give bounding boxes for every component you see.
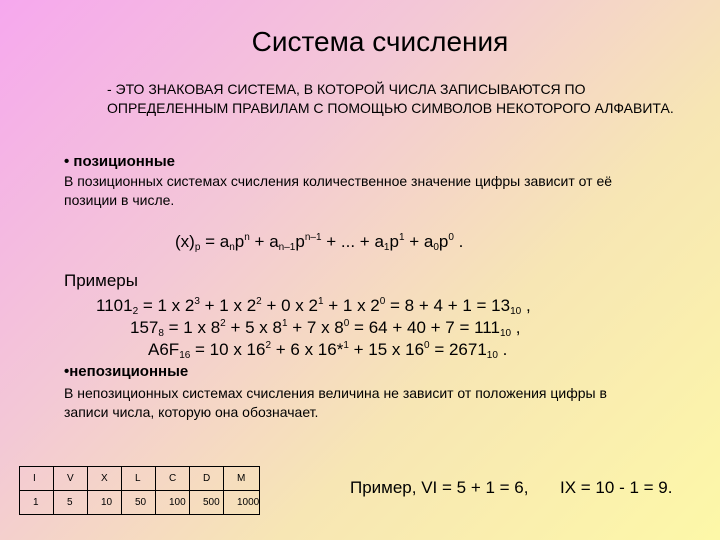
roman-value-cell: 100: [156, 491, 190, 515]
positional-description: В позиционных системах счисления количественное значение цифры зависит от её позиции в числе.: [64, 173, 613, 208]
roman-example-ix: IX = 10 - 1 = 9.: [560, 478, 673, 497]
roman-symbol-cell: C: [156, 467, 190, 491]
positional-heading: • позиционные: [64, 153, 175, 170]
roman-value-cell: 1000: [224, 491, 260, 515]
roman-value-cell: 10: [88, 491, 122, 515]
example-binary: $1101_2 = 1$ x $2^3 + 1$ x $2^2 + 0$ x $2^1 + 1$ x $2^0 = 8 + 4 + 1 = 13_{10}$ ,: [96, 296, 531, 317]
roman-symbol-cell: D: [190, 467, 224, 491]
nonpositional-description: В непозиционных системах счисления величина не зависит от положения цифры в записи числа, которую она обозначает.: [64, 385, 607, 420]
examples-label: Примеры: [64, 271, 138, 290]
roman-symbol-cell: V: [54, 467, 88, 491]
roman-value-cell: 5: [54, 491, 88, 515]
roman-value-cell: 1: [20, 491, 54, 515]
nonpositional-heading: •непозиционные: [64, 363, 189, 380]
roman-example-vi: Пример, VI = 5 + 1 = 6,: [350, 478, 529, 497]
roman-symbols-row: [20, 467, 260, 491]
example-octal: $157_8 = 1$ x $8^2 + 5$ x $8^1 + 7$ x $8^0 = 64 + 40 + 7 = 111_{10}$ ,: [130, 318, 521, 339]
slide-title: Система счисления: [251, 26, 509, 57]
definition-text: - ЭТО ЗНАКОВАЯ СИСТЕМА, В КОТОРОЙ ЧИСЛА ЗАПИСЫВАЮТСЯ ПО ОПРЕДЕЛЕННЫМ ПРАВИЛАМ С ПОМОЩЬЮ СИМВОЛОВ НЕКОТОРОГО АЛФАВИТА.: [107, 81, 674, 116]
positional-formula: $(x)_p = a_np^n + a_{n-1}p^{n-1}$ + ... + $a_1p^1 + a_0p^0$ .: [175, 232, 464, 253]
roman-value-cell: 50: [122, 491, 156, 515]
roman-value-cell: 500: [190, 491, 224, 515]
example-hex: $A6F_{16} = 10$ x $16^2 + 6$ x 16*$^1$ + 15 x $16^0 = 2671_{10}$ .: [148, 340, 508, 361]
roman-symbol-cell: I: [20, 467, 54, 491]
roman-symbol-cell: L: [122, 467, 156, 491]
roman-numerals-table: [19, 466, 260, 515]
roman-values-row: [20, 491, 260, 515]
roman-symbol-cell: X: [88, 467, 122, 491]
roman-symbol-cell: M: [224, 467, 260, 491]
